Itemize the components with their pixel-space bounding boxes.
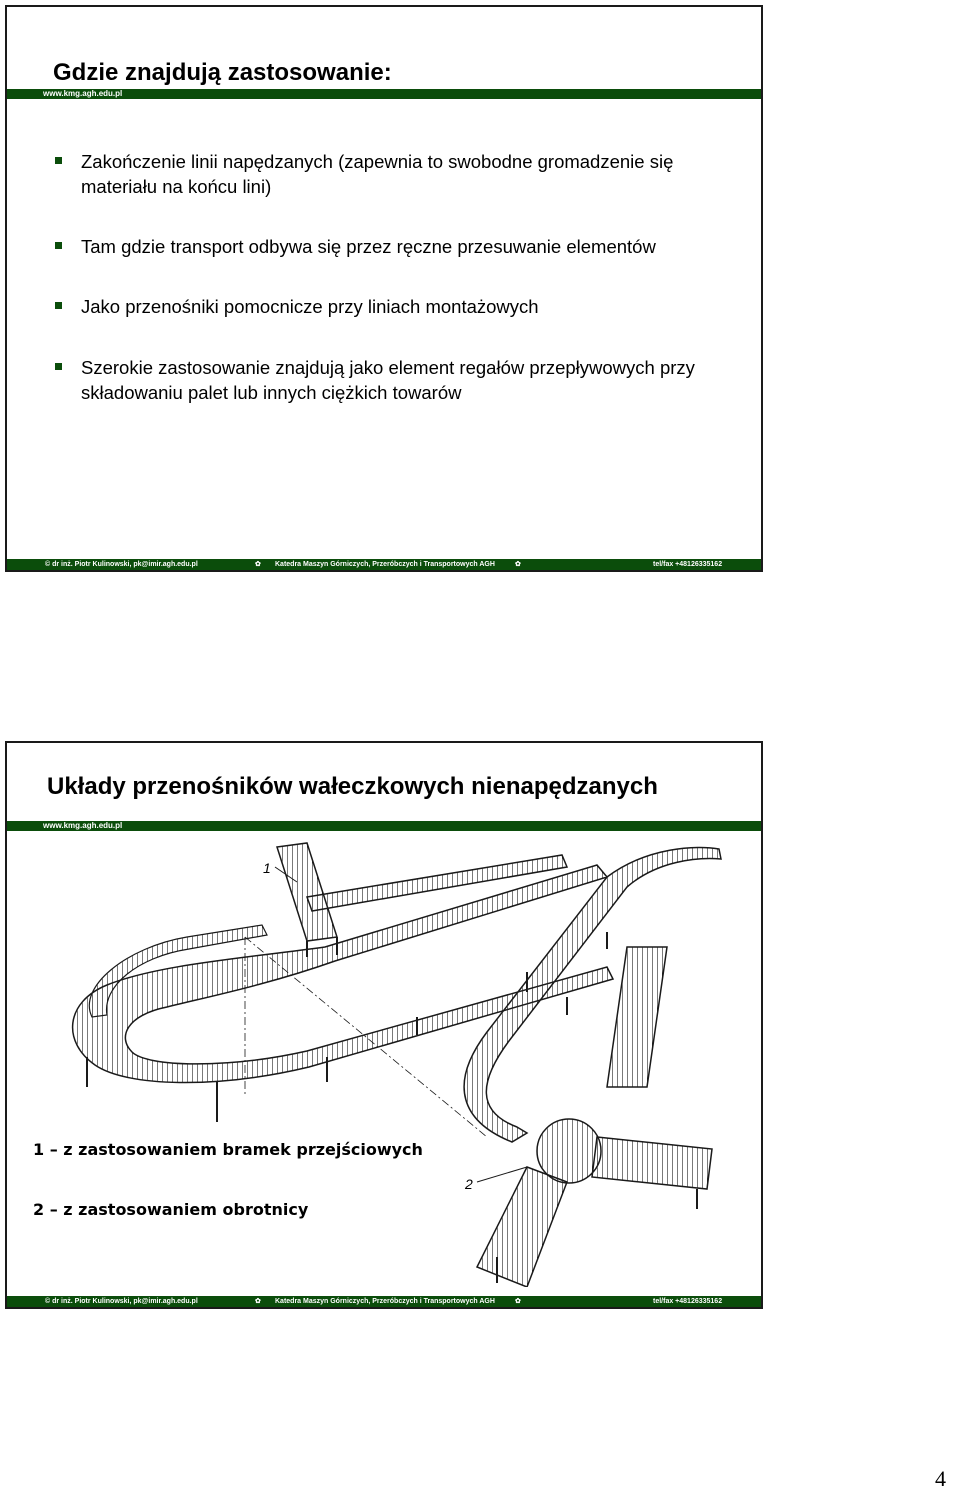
footer-phone: tel/fax +48126335162 — [653, 561, 723, 568]
legend-item-1: 1 – z zastosowaniem bramek przejściowych — [33, 1140, 423, 1159]
footer-bar — [7, 1296, 761, 1307]
footer-department: Katedra Maszyn Górniczych, Przeróbczych i Transportowych AGH — [275, 561, 495, 568]
slide-title: Gdzie znajdują zastosowanie: — [53, 59, 392, 86]
conveyor-drawing — [7, 837, 761, 1287]
figure-label-1: 1 — [263, 860, 271, 876]
gate-section — [277, 843, 337, 941]
header-bar — [7, 821, 761, 831]
footer-author: © dr inż. Piotr Kulinowski, pk@imir.agh.edu.pl — [45, 561, 198, 568]
bullet-square-icon — [55, 157, 62, 164]
header-url[interactable]: www.kmg.agh.edu.pl — [43, 89, 123, 98]
logo-icon: ✿ — [255, 561, 261, 568]
bullet-square-icon — [55, 363, 62, 370]
logo-icon: ✿ — [255, 1298, 261, 1305]
bullet-list — [55, 149, 715, 440]
footer-department: Katedra Maszyn Górniczych, Przeróbczych i Transportowych AGH — [275, 1298, 495, 1305]
footer-phone: tel/fax +48126335162 — [653, 1298, 723, 1305]
bullet-square-icon — [55, 242, 62, 249]
bullet-item: Zakończenie linii napędzanych (zapewnia to swobodne gromadzenie się materiału na końcu lini) — [55, 149, 715, 199]
header-bar — [7, 89, 761, 99]
bullet-item: Szerokie zastosowanie znajdują jako element regałów przepływowych przy składowaniu palet lub innych ciężkich towarów — [55, 355, 715, 405]
turntable — [537, 1119, 601, 1183]
bullet-item: Jako przenośniki pomocnicze przy liniach montażowych — [55, 294, 715, 319]
header-url[interactable]: www.kmg.agh.edu.pl — [43, 821, 123, 830]
slide-usage — [5, 5, 763, 572]
footer-bar — [7, 559, 761, 570]
bullet-item: Tam gdzie transport odbywa się przez ręczne przesuwanie elementów — [55, 234, 715, 259]
legend-item-2: 2 – z zastosowaniem obrotnicy — [33, 1200, 309, 1219]
slide-layouts — [5, 741, 763, 1309]
bullet-square-icon — [55, 302, 62, 309]
logo-icon: ✿ — [515, 561, 521, 568]
figure-label-2: 2 — [465, 1176, 473, 1192]
slide-title: Układy przenośników wałeczkowych nienapędzanych — [47, 773, 658, 800]
page-number: 4 — [935, 1466, 946, 1491]
logo-icon: ✿ — [515, 1298, 521, 1305]
footer-author: © dr inż. Piotr Kulinowski, pk@imir.agh.edu.pl — [45, 1298, 198, 1305]
